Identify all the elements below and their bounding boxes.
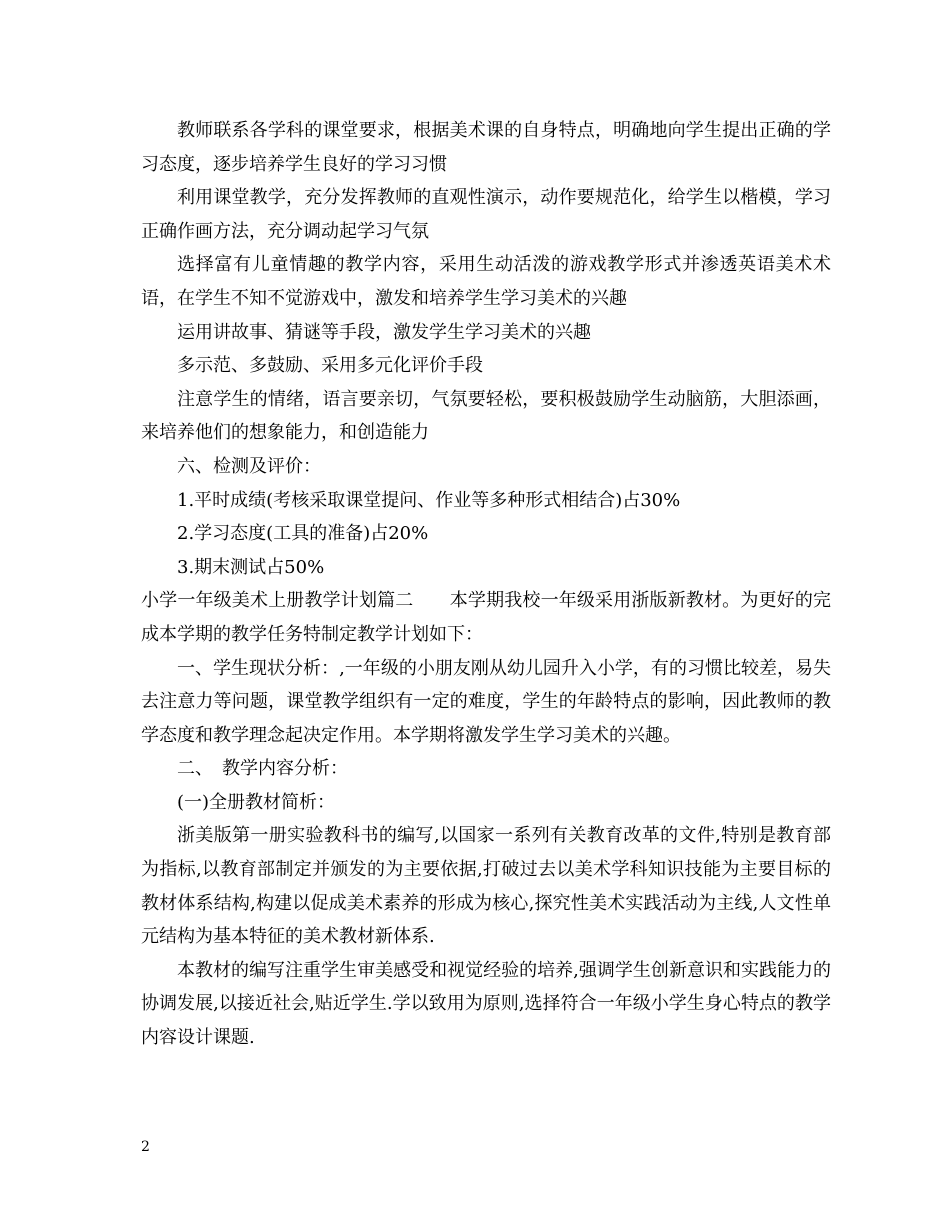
paragraph-4: 运用讲故事、猜谜等手段，激发学生学习美术的兴趣 — [177, 321, 591, 343]
section-title-plan-two: 小学一年级美术上册教学计划篇二 本学期我校一年级采用浙版新教材。为更好的完成本学期的教学任务特制定教学计划如下： — [141, 590, 831, 645]
paragraph-1: 教师联系各学科的课堂要求，根据美术课的自身特点，明确地向学生提出正确的学习态度，逐步培养学生良好的学习习惯 — [141, 120, 831, 175]
section-heading-evaluation: 六、检测及评价： — [177, 455, 321, 477]
section-heading-content-analysis: 二、 教学内容分析： — [177, 758, 348, 780]
list-item-3: 3.期末测试占50% — [177, 556, 325, 578]
paragraph-6: 注意学生的情绪，语言要亲切，气氛要轻松，要积极鼓励学生动脑筋，大胆添画，来培养他们的想象能力，和创造能力 — [141, 388, 831, 444]
document-body — [141, 114, 831, 1055]
paragraph-textbook-1: 浙美版第一册实验教科书的编写,以国家一系列有关教育改革的文件,特别是教育部为指标,以教育部制定并颁发的为主要依据,打破过去以美术学科知识技能为主要目标的教材体系结构,构建以促成美术素养的形成为核心,探究性美术实践活动为主线,人文性单元结构为基本特征的美术教材新体系. — [141, 825, 831, 948]
paragraph-student-analysis: 一、学生现状分析：,一年级的小朋友刚从幼儿园升入小学，有的习惯比较差，易失去注意力等问题，课堂教学组织有一定的难度，学生的年龄特点的影响，因此教师的教学态度和教学理念起决定作用。本学期将激发学生学习美术的兴趣。 — [141, 657, 831, 746]
list-item-1: 1.平时成绩(考核采取课堂提问、作业等多种形式相结合)占30% — [177, 489, 681, 511]
list-item-2: 2.学习态度(工具的准备)占20% — [177, 523, 429, 545]
paragraph-2: 利用课堂教学，充分发挥教师的直观性演示，动作要规范化，给学生以楷模，学习正确作画方法，充分调动起学习气氛 — [141, 187, 831, 242]
paragraph-5: 多示范、多鼓励、采用多元化评价手段 — [177, 355, 483, 377]
paragraph-textbook-2: 本教材的编写注重学生审美感受和视觉经验的培养,强调学生创新意识和实践能力的协调发展,以接近社会,贴近学生.学以致用为原则,选择符合一年级小学生身心特点的教学内容设计课题. — [141, 959, 831, 1049]
page-number: 2 — [141, 1139, 150, 1155]
subheading-textbook-overview: (一)全册教材简析： — [177, 791, 336, 813]
paragraph-3: 选择富有儿童情趣的教学内容，采用生动活泼的游戏教学形式并渗透英语美术术语，在学生不知不觉游戏中，激发和培养学生学习美术的兴趣 — [141, 254, 831, 309]
